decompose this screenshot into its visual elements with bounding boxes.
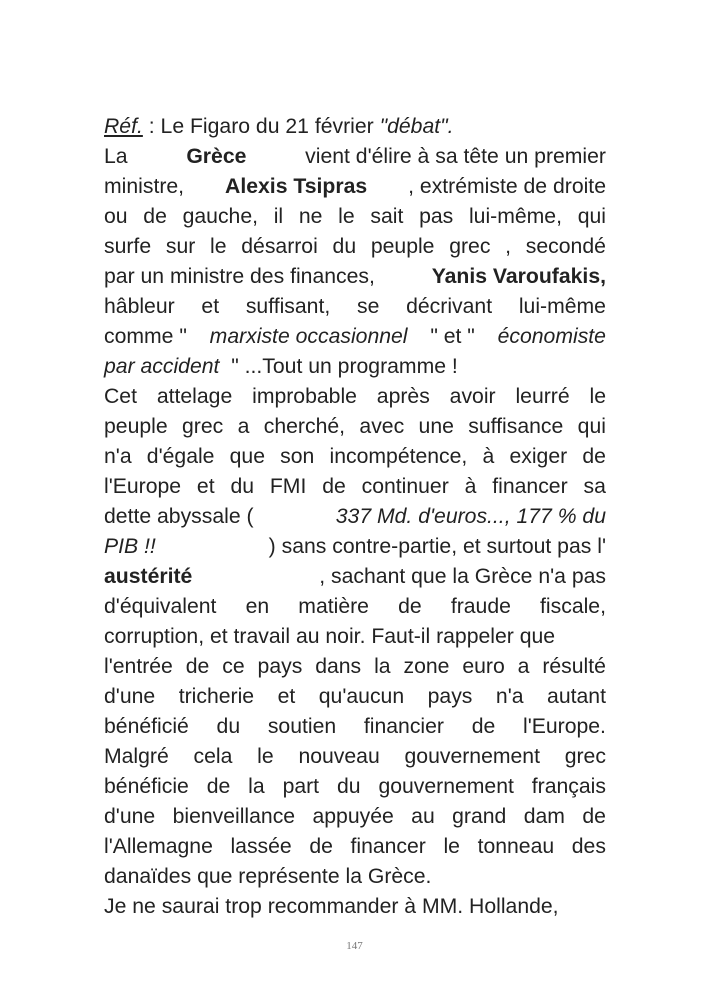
text-line	[104, 712, 606, 742]
word: suffisant,	[245, 295, 331, 318]
word: français	[531, 775, 606, 798]
word: bénéficie	[104, 775, 189, 798]
text-line: austérité , sachant que la Grèce n'a pas	[104, 565, 606, 588]
word: gouvernement	[378, 775, 514, 798]
word: autant	[547, 685, 606, 708]
word: Malgré	[104, 745, 169, 768]
word: le	[210, 235, 227, 258]
word: du	[336, 775, 361, 798]
text-line	[104, 742, 606, 772]
word: et	[196, 475, 215, 498]
text-line	[104, 412, 606, 442]
word: exiger	[509, 445, 568, 468]
word: avoir	[449, 385, 496, 408]
word: au	[411, 805, 435, 828]
page-number: 147	[346, 940, 363, 952]
word: l'Europe	[104, 475, 182, 498]
word: euro	[462, 655, 505, 678]
word: qu'aucun	[318, 685, 405, 708]
word: incompétence,	[329, 445, 468, 468]
word: sait	[370, 205, 404, 228]
word: décrivant	[406, 295, 493, 318]
word: une	[418, 415, 454, 438]
text-line: danaïdes que représente la Grèce.	[104, 865, 432, 888]
word: à	[482, 445, 495, 468]
word: attelage	[156, 385, 233, 408]
word: la	[248, 775, 265, 798]
reference-source: Le Figaro du 21 février	[160, 115, 374, 138]
word: du	[332, 235, 357, 258]
word: pas	[419, 205, 454, 228]
text-line: par un ministre des finances, Yanis Varoufakis,	[104, 265, 606, 288]
word: sur	[165, 235, 196, 258]
word: avec	[359, 415, 405, 438]
word: financier	[363, 715, 444, 738]
text-line	[104, 652, 606, 682]
word: son	[280, 445, 315, 468]
text-line: PIB !! ) sans contre-partie, et surtout pas l'	[104, 535, 606, 558]
word: de	[143, 205, 167, 228]
word: grand	[452, 805, 507, 828]
word: matière	[298, 595, 369, 618]
word: gauche,	[182, 205, 258, 228]
word: tricherie	[178, 685, 255, 708]
word: sa	[583, 475, 606, 498]
text-line	[104, 232, 606, 262]
text-line	[104, 382, 606, 412]
text-line	[104, 202, 606, 232]
word: le	[257, 745, 274, 768]
word: de	[471, 715, 496, 738]
word: nouveau	[298, 745, 380, 768]
word: fiscale,	[540, 595, 606, 618]
word: gouvernement	[404, 745, 540, 768]
word: de	[322, 475, 346, 498]
text-line: corruption, et travail au noir. Faut-il rappeler que	[104, 625, 556, 648]
text-line	[104, 442, 606, 472]
word: financer	[350, 835, 426, 858]
word: pays	[257, 655, 303, 678]
word: cherché,	[263, 415, 346, 438]
reference-line: Réf. : Le Figaro du 21 février "débat".	[104, 115, 454, 138]
word: ou	[104, 205, 128, 228]
word: Cet	[104, 385, 137, 408]
word: résulté	[542, 655, 606, 678]
text-line	[104, 292, 606, 322]
word: du	[230, 475, 255, 498]
word: bienveillance	[172, 805, 296, 828]
word: secondé	[525, 235, 606, 258]
word: se	[356, 295, 380, 318]
text-line	[104, 802, 606, 832]
text-line: dette abyssale ( 337 Md. d'euros..., 177 % du	[104, 505, 606, 528]
word: hâbleur	[104, 295, 175, 318]
word: de	[206, 775, 231, 798]
word: soutien	[267, 715, 337, 738]
word: le	[338, 205, 355, 228]
word: grec	[449, 235, 491, 258]
body-text	[104, 112, 606, 922]
text-line: Je ne saurai trop recommander à MM. Hollande,	[104, 895, 559, 918]
text-line	[104, 772, 606, 802]
text-line	[104, 832, 606, 862]
word: que	[229, 445, 265, 468]
word: dam	[523, 805, 565, 828]
word: de	[582, 805, 606, 828]
word: des	[571, 835, 606, 858]
word: de	[185, 655, 210, 678]
word: fraude	[450, 595, 511, 618]
word: peuple	[370, 235, 435, 258]
word: lassée	[230, 835, 292, 858]
word: cela	[193, 745, 233, 768]
word: d'égale	[146, 445, 215, 468]
word: FMI	[269, 475, 307, 498]
word: du	[216, 715, 241, 738]
word: il	[273, 205, 284, 228]
word: en	[245, 595, 270, 618]
word: le	[589, 385, 606, 408]
word: qui	[577, 415, 606, 438]
word: ,	[505, 235, 512, 258]
word: dans	[315, 655, 362, 678]
word: pays	[427, 685, 473, 708]
word: financer	[492, 475, 568, 498]
reference-title: "débat".	[379, 115, 454, 138]
word: part	[282, 775, 320, 798]
word: continuer	[361, 475, 449, 498]
word: zone	[403, 655, 450, 678]
word: l'entrée	[104, 655, 173, 678]
word: qui	[577, 205, 606, 228]
text-line: comme " marxiste occasionnel " et " économiste	[104, 325, 606, 348]
word: de	[309, 835, 333, 858]
word: après	[376, 385, 430, 408]
word: désarroi	[241, 235, 318, 258]
word: d'une	[104, 805, 156, 828]
text-line	[104, 682, 606, 712]
word: improbable	[252, 385, 357, 408]
word: bénéficié	[104, 715, 189, 738]
word: peuple	[104, 415, 168, 438]
reference-label: Réf.	[104, 115, 143, 138]
word: de	[582, 445, 606, 468]
word: leurré	[515, 385, 570, 408]
word: l'Allemagne	[104, 835, 213, 858]
word: ne	[298, 205, 323, 228]
word: lui-même	[518, 295, 606, 318]
word: d'équivalent	[104, 595, 217, 618]
word: ce	[222, 655, 245, 678]
word: appuyée	[312, 805, 394, 828]
word: a	[517, 655, 530, 678]
word: suffisance	[468, 415, 564, 438]
text-line: par accident " ...Tout un programme !	[104, 355, 458, 378]
text-line: La Grèce vient d'élire à sa tête un premier	[104, 145, 606, 168]
word: surfe	[104, 235, 152, 258]
word: grec	[564, 745, 606, 768]
word: grec	[182, 415, 224, 438]
word: et	[201, 295, 220, 318]
text-line	[104, 472, 606, 502]
word: à	[464, 475, 477, 498]
word: a	[237, 415, 250, 438]
word: l'Europe.	[522, 715, 606, 738]
word: d'une	[104, 685, 156, 708]
word: lui-même,	[468, 205, 562, 228]
word: n'a	[104, 445, 132, 468]
text-line: ministre, Alexis Tsipras , extrémiste de droite	[104, 175, 606, 198]
text-line	[104, 592, 606, 622]
word: tonneau	[477, 835, 555, 858]
word: le	[443, 835, 460, 858]
word: de	[398, 595, 422, 618]
word: la	[374, 655, 391, 678]
word: n'a	[495, 685, 524, 708]
word: et	[277, 685, 296, 708]
